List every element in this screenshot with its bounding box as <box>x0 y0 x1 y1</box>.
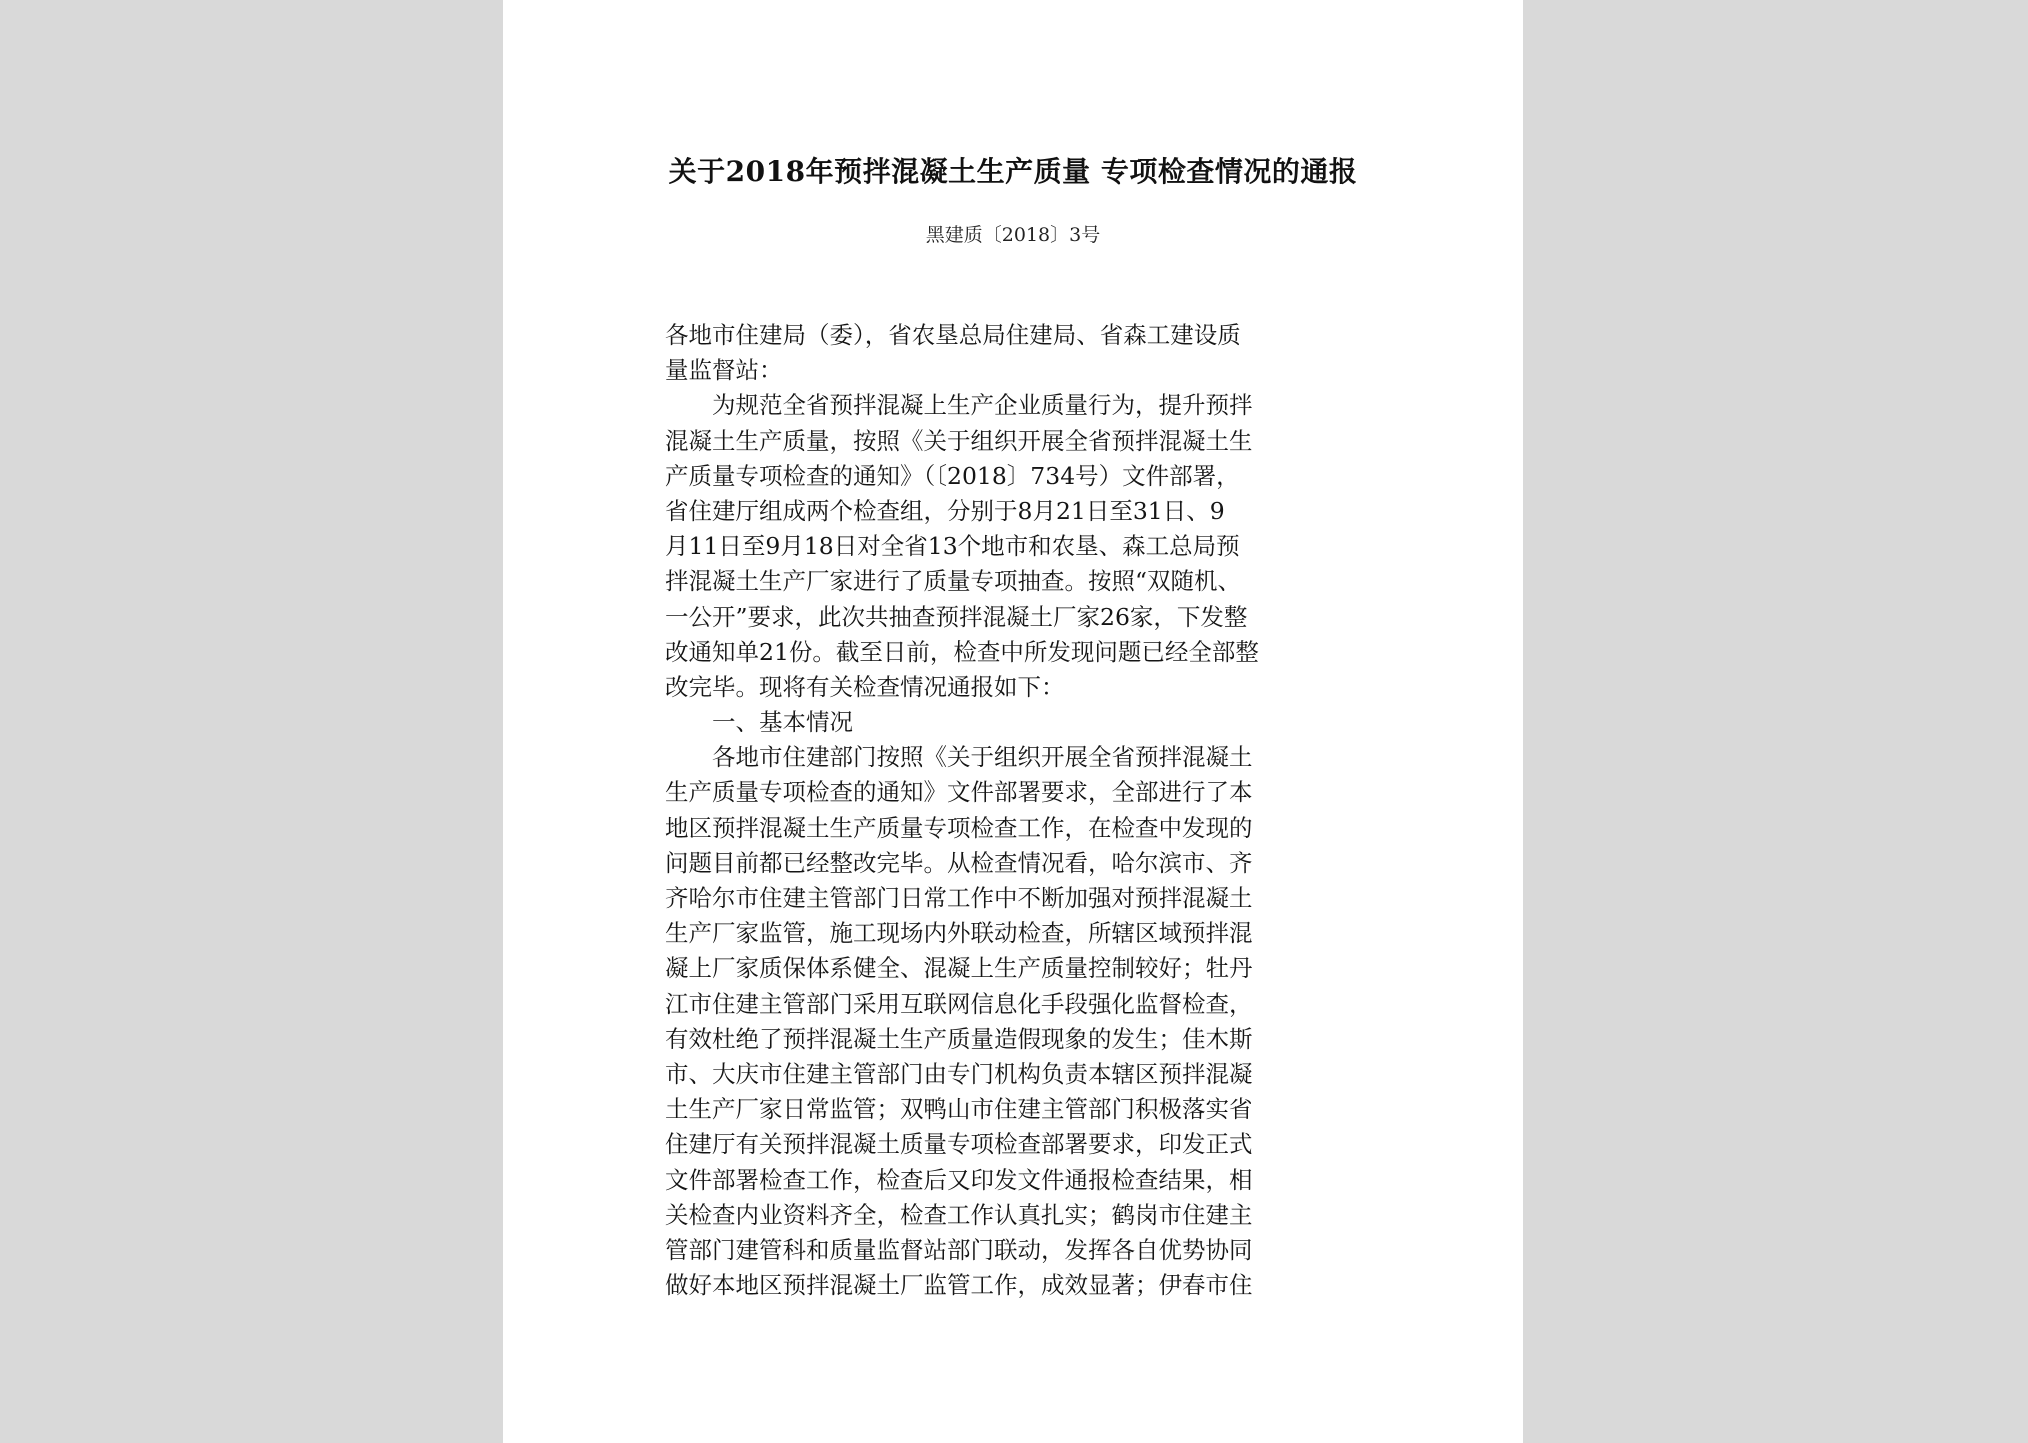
body-line: 各地市住建局（委），省农垦总局住建局、省森工建设质 <box>665 321 1241 349</box>
body-line: 管部门建管科和质量监督站部门联动，发挥各自优势协同 <box>665 1235 1253 1264</box>
body-line: 月11日至9月18日对全省13个地市和农垦、森工总局预 <box>665 532 1240 561</box>
body-line: 关检查内业资料齐全，检查工作认真扎实；鹤岗市住建主 <box>665 1200 1253 1229</box>
body-line: 一、基本情况 <box>665 708 853 737</box>
body-line: 量监督站： <box>665 356 783 385</box>
body-line: 产质量专项检查的通知》（〔2018〕734号）文件部署， <box>665 461 1240 490</box>
document-body <box>665 318 1355 1303</box>
body-line: 地区预拌混凝土生产质量专项检查工作，在检查中发现的 <box>665 813 1253 842</box>
body-line: 一公开”要求，此次共抽查预拌混凝土厂家26家，下发整 <box>665 602 1248 631</box>
body-line: 江市住建主管部门采用互联网信息化手段强化监督检查， <box>665 989 1253 1018</box>
document-page <box>503 0 1523 1443</box>
body-line: 生产质量专项检查的通知》文件部署要求，全部进行了本 <box>665 778 1253 807</box>
body-line: 市、大庆市住建主管部门由专门机构负责本辖区预拌混凝 <box>665 1059 1253 1088</box>
document-number: 黑建质〔2018〕3号 <box>925 224 1101 246</box>
body-line: 生产厂家监管，施工现场内外联动检查，所辖区域预拌混 <box>665 919 1253 948</box>
body-line: 齐哈尔市住建主管部门日常工作中不断加强对预拌混凝土 <box>665 884 1253 912</box>
body-line: 问题目前都已经整改完毕。从检查情况看，哈尔滨市、齐 <box>665 848 1253 877</box>
body-line: 拌混凝土生产厂家进行了质量专项抽查。按照“双随机、 <box>665 567 1242 596</box>
body-line: 土生产厂家日常监管；双鸭山市住建主管部门积极落实省 <box>665 1095 1253 1124</box>
body-line: 各地市住建部门按照《关于组织开展全省预拌混凝土 <box>665 743 1253 772</box>
body-line: 改通知单21份。截至日前，检查中所发现问题已经全部整 <box>665 637 1259 666</box>
body-line: 凝上厂家质保体系健全、混凝上生产质量控制较好；牡丹 <box>665 954 1253 983</box>
body-line: 省住建厅组成两个检查组，分别于8月21日至31日、9 <box>665 496 1225 525</box>
body-line: 有效杜绝了预拌混凝土生产质量造假现象的发生；佳木斯 <box>665 1024 1253 1053</box>
body-line: 混凝土生产质量，按照《关于组织开展全省预拌混凝土生 <box>665 426 1253 455</box>
body-line: 做好本地区预拌混凝土厂监管工作，成效显著；伊春市住 <box>665 1271 1253 1300</box>
document-title: 关于2018年预拌混凝土生产质量 专项检查情况的通报 <box>668 155 1358 188</box>
body-line: 住建厅有关预拌混凝土质量专项检查部署要求，印发正式 <box>665 1130 1253 1159</box>
body-line: 文件部署检查工作，检查后又印发文件通报检查结果，相 <box>665 1165 1253 1194</box>
body-line: 为规范全省预拌混凝上生产企业质量行为，提升预拌 <box>665 391 1253 420</box>
body-line: 改完毕。现将有关检查情况通报如下： <box>665 672 1065 701</box>
